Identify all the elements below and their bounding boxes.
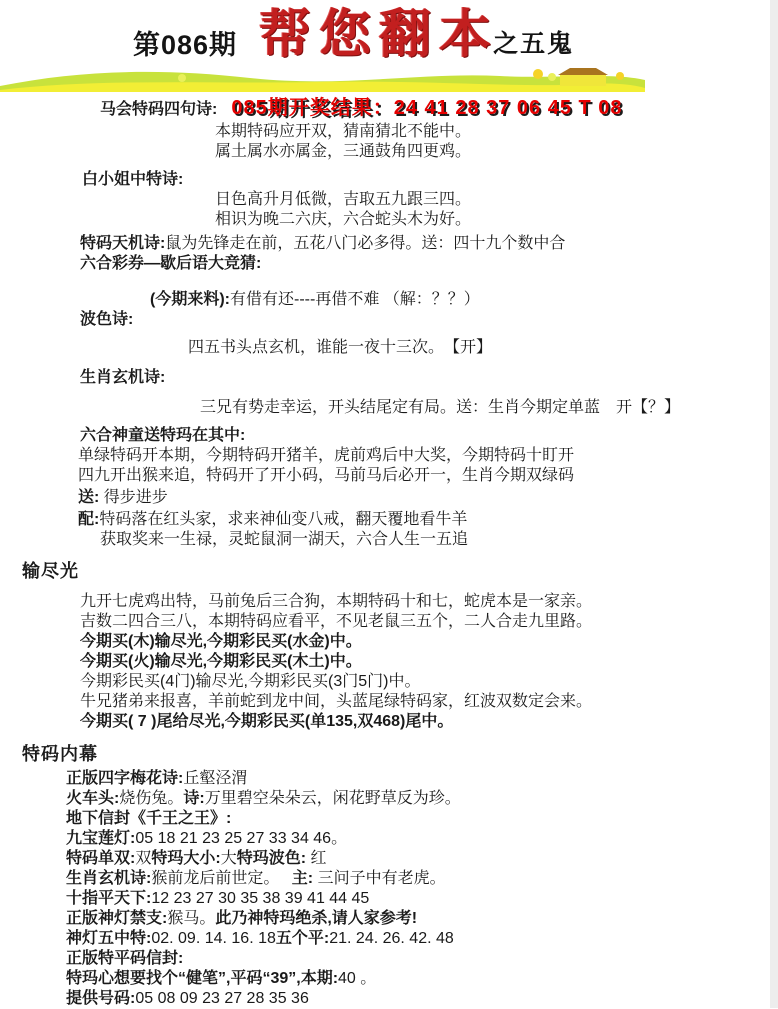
text-run: 猴马。 <box>167 910 216 927</box>
text-line <box>0 142 778 162</box>
text-run: 单绿特码开本期，今期特码开猪羊，虎前鸡后中大奖，今期特码十盯开 <box>78 447 575 464</box>
text-line <box>0 446 778 466</box>
house-roof-icon <box>558 68 608 75</box>
section-heading <box>0 558 778 584</box>
text-run: 此乃神特玛绝杀,请人家参考! <box>215 910 418 927</box>
text-run: 特玛心想要找个“健笔”,平码“39”,本期: <box>66 970 339 987</box>
text-line <box>0 290 778 310</box>
scrollbar-gutter <box>770 0 778 1008</box>
issue-number: 第086期 <box>133 30 238 60</box>
section-label <box>0 426 778 446</box>
text-run: 送: <box>78 489 100 506</box>
text-run: 今期买(火)输尽光,今期彩民买(木土)中。 <box>80 653 362 670</box>
text-run: 双 <box>135 850 152 867</box>
text-run: 丘壑泾渭 <box>183 770 248 787</box>
text-run: 提供号码: <box>66 990 136 1007</box>
tree-dot-icon <box>533 69 543 79</box>
text-run: 大 <box>220 850 237 867</box>
text-run: 今期买( 7 )尾给尽光,今期彩民买(单135,双468)尾中。 <box>80 713 454 730</box>
text-line <box>0 530 778 550</box>
tree-dot-icon <box>178 74 186 82</box>
tree-dot-icon <box>548 73 556 81</box>
text-run: 有借有还----再借不难 （解：？？） <box>230 291 480 308</box>
text-run: 生肖玄机诗: <box>80 369 166 386</box>
text-line <box>0 190 778 210</box>
text-line <box>0 889 778 909</box>
text-run: 地下信封《千王之王》: <box>66 810 232 827</box>
grass-banner-graphic <box>0 64 778 92</box>
text-run: 正版神灯禁支: <box>66 910 168 927</box>
text-line <box>0 869 778 889</box>
text-run: 十指平天下: <box>66 890 152 907</box>
text-line <box>0 122 778 142</box>
section-label <box>0 170 778 190</box>
text-run: 神灯五中特: <box>66 930 152 947</box>
text-run: 主: <box>291 870 314 887</box>
text-line <box>0 929 778 949</box>
text-line <box>0 989 778 1009</box>
text-run: 配: <box>78 511 100 528</box>
text-run: 吉数二四合三八，本期特码应看平，不见老鼠三五个，二人合走九里路。 <box>80 613 593 630</box>
text-run: 特码内幕 <box>22 744 98 764</box>
text-line <box>0 809 778 829</box>
text-line <box>0 592 778 612</box>
result-label: 马会特码四句诗: <box>100 101 218 118</box>
text-run: 火车头: <box>66 790 120 807</box>
text-line <box>0 488 778 508</box>
text-line <box>0 466 778 486</box>
text-run: 猴前龙后前世定。 <box>151 870 292 887</box>
text-run: 本期特码应开双，猜南猜北不能中。 <box>215 123 472 140</box>
text-line <box>0 652 778 672</box>
house-body <box>560 75 606 86</box>
text-run: 特玛大小: <box>151 850 221 867</box>
text-run: 特玛波色: <box>236 850 307 867</box>
text-run: 烧伤兔。 <box>119 790 184 807</box>
text-run: 40 。 <box>338 970 377 987</box>
text-line <box>0 210 778 230</box>
text-run: 红 <box>306 850 327 867</box>
text-line <box>0 949 778 969</box>
text-run: 特码落在红头家，求来神仙变八戒，翻天覆地看牛羊 <box>99 511 468 528</box>
text-line <box>0 692 778 712</box>
section-label <box>0 310 778 330</box>
text-line <box>0 632 778 652</box>
text-line <box>0 789 778 809</box>
text-line <box>0 909 778 929</box>
page-title-suffix: 之五鬼 <box>493 30 575 58</box>
tree-dot-icon <box>616 72 624 80</box>
text-run: 五个平: <box>275 930 330 947</box>
text-run: 四五书头点玄机，谁能一夜十三次。 【开】 <box>188 339 493 356</box>
text-run: 六合神童送特玛在其中: <box>80 427 246 444</box>
text-run: 12 23 27 30 35 38 39 41 44 45 <box>151 890 370 907</box>
text-line <box>0 338 778 358</box>
text-line <box>0 849 778 869</box>
text-line <box>0 234 778 254</box>
section-label <box>0 368 778 388</box>
text-run: 相识为晚二六庆，六合蛇头木为好。 <box>215 211 472 228</box>
text-run: 正版四字梅花诗: <box>66 770 184 787</box>
document-body <box>0 92 778 1009</box>
page-title: 帮您翻本 <box>259 7 500 64</box>
text-run: 波色诗: <box>80 311 134 328</box>
text-run: (今期来料): <box>150 291 230 308</box>
text-run: 特码天机诗: <box>80 235 166 252</box>
text-line <box>0 829 778 849</box>
text-run: 02. 09. 14. 16. 18 <box>151 930 276 947</box>
text-line <box>0 672 778 692</box>
text-run: 获取奖来一生禄，灵蛇鼠洞一湖天，六合人生一五追 <box>100 531 469 548</box>
text-run: 输尽光 <box>22 561 79 581</box>
page-header <box>0 0 778 64</box>
text-run: 六合彩券—歇后语大竞猜: <box>80 255 262 272</box>
text-run: 正版特平码信封: <box>66 950 184 967</box>
draw-result: 085期开奖结果：24 41 28 37 06 45 T 08 <box>231 97 623 119</box>
text-run: 21. 24. 26. 42. 48 <box>329 930 454 947</box>
text-run: 三兄有势走幸运，开头结尾定有局。送：生肖今期定单蓝 开【？】 <box>200 399 681 416</box>
text-run: 白小姐中特诗: <box>82 171 184 188</box>
text-run: 今期彩民买(4门)输尽光,今期彩民买(3门5门)中。 <box>80 673 421 690</box>
text-run: 05 08 09 23 27 28 35 36 <box>135 990 309 1007</box>
text-line <box>0 254 778 274</box>
text-run: 生肖玄机诗: <box>66 870 152 887</box>
text-line <box>0 712 778 732</box>
section-heading <box>0 741 778 767</box>
text-run: 特码单双: <box>66 850 136 867</box>
text-line <box>0 612 778 632</box>
text-run: 05 18 21 23 25 27 33 34 46。 <box>135 830 348 847</box>
text-run: 诗: <box>183 790 205 807</box>
text-run: 万里碧空朵朵云，闲花野草反为珍。 <box>204 790 461 807</box>
text-line <box>0 510 778 530</box>
text-run: 四九开出猴来追，特码开了开小码，马前马后必开一，生肖今期双绿码 <box>78 467 575 484</box>
text-run: 日色高升月低微，吉取五九跟三四。 <box>215 191 472 208</box>
text-run: 得步进步 <box>99 489 168 506</box>
text-run: 牛兄猪弟来报喜，羊前蛇到龙中间，头蓝尾绿特码家，红波双数定会来。 <box>80 693 593 710</box>
text-run: 九宝莲灯: <box>66 830 136 847</box>
text-run: 三问子中有老虎。 <box>313 870 446 887</box>
text-run: 属土属水亦属金，三通鼓角四更鸡。 <box>215 143 472 160</box>
text-line <box>0 769 778 789</box>
result-line <box>0 96 778 122</box>
text-run: 今期买(木)输尽光,今期彩民买(水金)中。 <box>80 633 362 650</box>
text-run: 鼠为先锋走在前，五花八门必多得。送：四十九个数中合 <box>165 235 566 252</box>
text-line <box>0 398 778 418</box>
text-run: 九开七虎鸡出特，马前兔后三合狗，本期特码十和七，蛇虎本是一家亲。 <box>80 593 593 610</box>
text-line <box>0 969 778 989</box>
